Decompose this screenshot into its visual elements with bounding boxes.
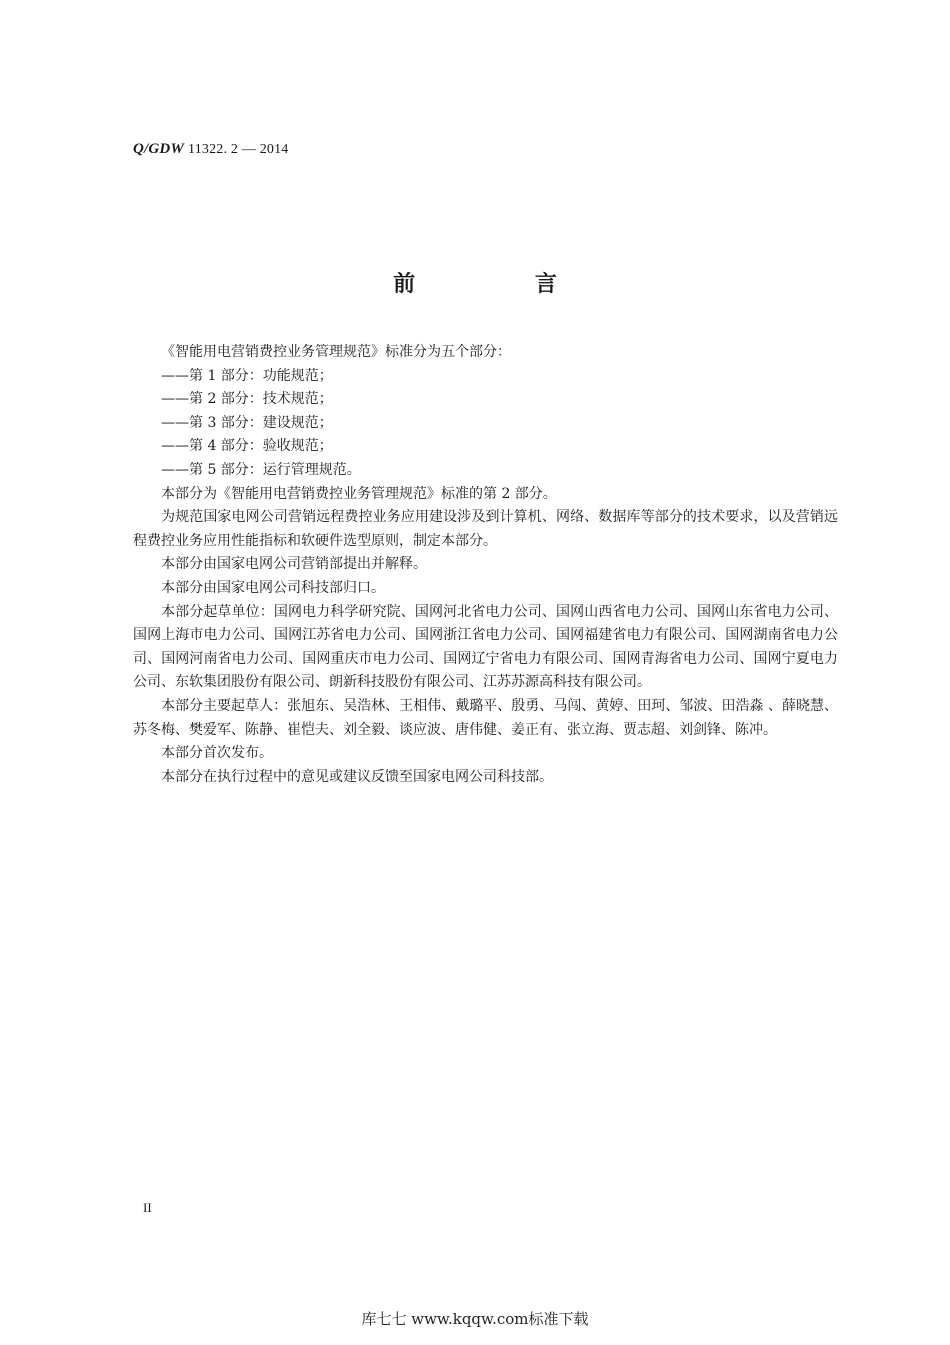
foreword-body	[133, 341, 838, 789]
paragraph-purpose: 为规范国家电网公司营销远程费控业务应用建设涉及到计算机、网络、数据库等部分的技术要求，以及营销远程费控业务应用性能指标和软硬件选型原则，制定本部分。	[133, 509, 838, 549]
list-item-part-3: ——第 3 部分：建设规范；	[161, 414, 333, 431]
paragraph-centralized: 本部分由国家电网公司科技部归口。	[161, 579, 385, 596]
list-item-part-5: ——第 5 部分：运行管理规范。	[161, 461, 361, 478]
page-title: 前 言	[393, 272, 613, 297]
page-number: II	[143, 1200, 152, 1215]
paragraph-feedback: 本部分在执行过程中的意见或建议反馈至国家电网公司科技部。	[161, 768, 553, 785]
paragraph-first-release: 本部分首次发布。	[161, 745, 273, 762]
footer-watermark: 库七七 www.kqqw.com标准下载	[361, 1310, 589, 1328]
document-code	[133, 141, 289, 158]
list-item-part-4: ——第 4 部分：验收规范；	[161, 438, 333, 455]
paragraph-intro: 《智能用电营销费控业务管理规范》标准分为五个部分：	[161, 344, 511, 360]
paragraph-scope: 本部分为《智能用电营销费控业务管理规范》标准的第 2 部分。	[161, 485, 557, 502]
paragraph-proposer: 本部分由国家电网公司营销部提出并解释。	[161, 556, 427, 573]
document-code-number: 11322. 2 — 2014	[188, 142, 289, 157]
document-code-prefix: Q/GDW	[133, 141, 185, 157]
list-item-part-1: ——第 1 部分：功能规范；	[161, 367, 333, 384]
paragraph-drafters: 本部分主要起草人：张旭东、吴浩林、王相伟、戴璐平、殷勇、马闯、黄婷、田珂、邹波、田浩淼 、薛晓慧、苏冬梅、樊爱军、陈静、崔恺夫、刘全毅、谈应波、唐伟健、姜正有、张立海、贾志超、刘剑锋、陈冲。	[133, 697, 838, 738]
paragraph-drafting-units: 本部分起草单位：国网电力科学研究院、国网河北省电力公司、国网山西省电力公司、国网山东省电力公司、国网上海市电力公司、国网江苏省电力公司、国网浙江省电力公司、国网福建省电力有限公司、国网湖南省电力公司、国网河南省电力公司、国网重庆市电力公司、国网辽宁省电力有限公司、国网青海省电力公司、国网宁夏电力公司、东软集团股份有限公司、朗新科技股份有限公司、江苏苏源高科技有限公司。	[133, 603, 838, 691]
list-item-part-2: ——第 2 部分：技术规范；	[161, 391, 333, 408]
